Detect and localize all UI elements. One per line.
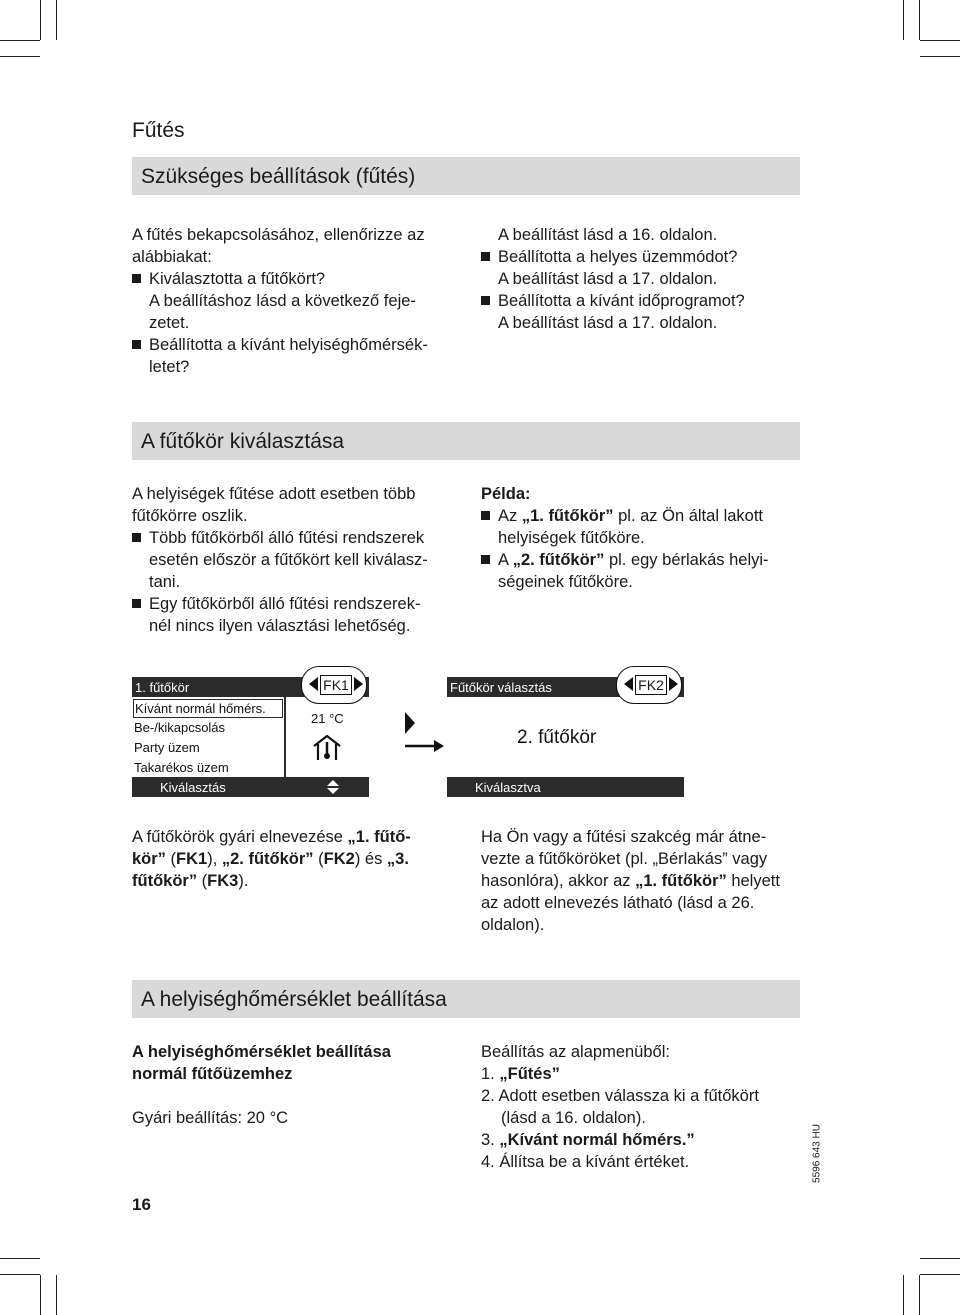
step-item: 1. „Fűtés” bbox=[481, 1065, 560, 1083]
text-line: fűtőkör” (FK3). bbox=[132, 872, 249, 890]
fk2-badge bbox=[616, 666, 682, 704]
text-line: vezte a fűtőköröket (pl. „Bérlakás” vagy bbox=[481, 850, 768, 868]
crop-mark bbox=[0, 40, 40, 41]
text-line: tani. bbox=[149, 573, 181, 591]
step-item: 4. Állítsa be a kívánt értéket. bbox=[481, 1153, 690, 1171]
arrow-right-icon bbox=[354, 677, 363, 691]
bullet-item: Az „1. fűtőkör” pl. az Ön által lakott bbox=[481, 505, 811, 527]
transition-arrow-icon bbox=[398, 710, 448, 760]
selected-circuit-value: 2. fűtőkör bbox=[517, 727, 597, 748]
text-line: Beállítás az alapmenüből: bbox=[481, 1043, 670, 1061]
text-line: zetet. bbox=[149, 314, 190, 332]
subheading: normál fűtőüzemhez bbox=[132, 1065, 293, 1083]
bullet-square-icon bbox=[481, 296, 490, 305]
crop-mark bbox=[903, 1275, 904, 1315]
crop-mark bbox=[920, 1258, 960, 1259]
text-line: A helyiségek fűtése adott esetben több bbox=[132, 485, 416, 503]
factory-setting: Gyári beállítás: 20 °C bbox=[132, 1109, 289, 1127]
text-line: A fűtőkörök gyári elnevezése „1. fűtő- bbox=[132, 828, 411, 846]
text-line: hasonlóra), akkor az „1. fűtőkör” helyett bbox=[481, 872, 780, 890]
screen-footer-bar bbox=[132, 777, 369, 797]
section-heading-bar bbox=[132, 980, 800, 1018]
screen-menu bbox=[132, 697, 286, 777]
section-1-right-text bbox=[481, 224, 811, 334]
text-line: alábbiakat: bbox=[132, 248, 212, 266]
display-screen-1 bbox=[132, 677, 369, 797]
bullet-square-icon bbox=[481, 555, 490, 564]
crop-mark bbox=[40, 0, 41, 40]
text-line: az adott elnevezés látható (lásd a 26. bbox=[481, 894, 755, 912]
screen-footer-label: Kiválasztva bbox=[475, 780, 541, 795]
circuit-names-text bbox=[132, 826, 462, 892]
menu-item[interactable]: Takarékos üzem bbox=[134, 760, 229, 775]
section-heading: A fűtőkör kiválasztása bbox=[141, 430, 345, 453]
bullet-item: Beállította a helyes üzemmódot? bbox=[481, 246, 811, 268]
renamed-circuit-text bbox=[481, 826, 811, 936]
text-line: (lásd a 16. oldalon). bbox=[501, 1109, 646, 1127]
house-thermometer-icon bbox=[312, 733, 342, 761]
page-number: 16 bbox=[132, 1195, 151, 1214]
crop-mark bbox=[920, 40, 960, 41]
crop-mark bbox=[0, 1274, 40, 1275]
section-heading-bar bbox=[132, 422, 800, 460]
fk1-badge bbox=[301, 666, 367, 704]
step-item: 2. Adott esetben válassza ki a fűtőkört bbox=[481, 1087, 759, 1105]
crop-mark bbox=[920, 56, 960, 57]
text-line: A beállítást lásd a 16. oldalon. bbox=[498, 226, 718, 244]
bullet-square-icon bbox=[132, 340, 141, 349]
text-line: oldalon). bbox=[481, 916, 545, 934]
text-line: Ha Ön vagy a fűtési szakcég már átne- bbox=[481, 828, 767, 846]
bullet-item: Beállította a kívánt helyiséghőmérsék- bbox=[132, 334, 462, 356]
text-line: fűtőkörre oszlik. bbox=[132, 507, 248, 525]
step-item: 3. „Kívánt normál hőmérs.” bbox=[481, 1131, 695, 1149]
subheading: A helyiséghőmérséklet beállítása bbox=[132, 1043, 391, 1061]
text-line: A beállításhoz lásd a következő feje- bbox=[149, 292, 416, 310]
text-line: letet? bbox=[149, 358, 190, 376]
arrow-left-icon bbox=[624, 677, 633, 691]
bullet-square-icon bbox=[132, 599, 141, 608]
bullet-square-icon bbox=[132, 274, 141, 283]
text-line: helyiségek fűtőköre. bbox=[498, 529, 645, 547]
section-2-left-text bbox=[132, 483, 462, 637]
crop-mark bbox=[0, 56, 40, 57]
crop-mark bbox=[919, 0, 920, 40]
screen-header-title: Fűtőkör választás bbox=[450, 680, 552, 695]
fk2-label: FK2 bbox=[635, 675, 667, 695]
bullet-item: Kiválasztotta a fűtőkört? bbox=[132, 268, 462, 290]
crop-mark bbox=[903, 0, 904, 40]
menu-item[interactable]: Be-/kikapcsolás bbox=[134, 720, 226, 735]
bullet-square-icon bbox=[481, 252, 490, 261]
menu-item-selected[interactable]: Kívánt normál hőmérs. bbox=[133, 699, 283, 718]
text-line: A beállítást lásd a 17. oldalon. bbox=[498, 314, 718, 332]
bullet-square-icon bbox=[481, 511, 490, 520]
menu-item[interactable]: Party üzem bbox=[134, 740, 200, 755]
example-label: Példa: bbox=[481, 485, 531, 503]
crop-mark bbox=[919, 1275, 920, 1315]
crop-mark bbox=[56, 0, 57, 40]
bullet-item: A „2. fűtőkör” pl. egy bérlakás helyi- bbox=[481, 549, 811, 571]
bullet-square-icon bbox=[132, 533, 141, 542]
page-title: Fűtés bbox=[132, 119, 185, 142]
text-line: A beállítást lásd a 17. oldalon. bbox=[498, 270, 718, 288]
section-heading-bar bbox=[132, 157, 800, 195]
text-line: A fűtés bekapcsolásához, ellenőrizze az bbox=[132, 226, 425, 244]
display-screen-2 bbox=[447, 677, 684, 797]
text-line: kör” (FK1), „2. fűtőkör” (FK2) és „3. bbox=[132, 850, 409, 868]
up-down-arrow-icon bbox=[326, 779, 340, 795]
section-heading: Szükséges beállítások (fűtés) bbox=[141, 165, 416, 188]
text-line: nél nincs ilyen választási lehetőség. bbox=[149, 617, 411, 635]
crop-mark bbox=[56, 1275, 57, 1315]
screen-header-title: 1. fűtőkör bbox=[135, 680, 190, 695]
section-2-example bbox=[481, 483, 811, 593]
arrow-left-icon bbox=[309, 677, 318, 691]
fk1-label: FK1 bbox=[320, 675, 352, 695]
bullet-item: Egy fűtőkörből álló fűtési rendszerek- bbox=[132, 593, 462, 615]
document-code: 5596 643 HU bbox=[811, 1124, 823, 1183]
section-heading: A helyiséghőmérséklet beállítása bbox=[141, 988, 447, 1011]
section-3-steps bbox=[481, 1041, 811, 1173]
arrow-right-icon bbox=[669, 677, 678, 691]
screen-footer-bar bbox=[447, 777, 684, 797]
bullet-item: Több fűtőkörből álló fűtési rendszerek bbox=[132, 527, 462, 549]
crop-mark bbox=[920, 1274, 960, 1275]
bullet-item: Beállította a kívánt időprogramot? bbox=[481, 290, 811, 312]
section-1-left-text bbox=[132, 224, 462, 378]
text-line: ségeinek fűtőköre. bbox=[498, 573, 633, 591]
text-line: esetén először a fűtőkört kell kiválasz- bbox=[149, 551, 428, 569]
section-3-left-text bbox=[132, 1041, 462, 1129]
temperature-value: 21 °C bbox=[311, 711, 344, 726]
crop-mark bbox=[40, 1275, 41, 1315]
screen-footer-label: Kiválasztás bbox=[160, 780, 226, 795]
crop-mark bbox=[0, 1258, 40, 1259]
